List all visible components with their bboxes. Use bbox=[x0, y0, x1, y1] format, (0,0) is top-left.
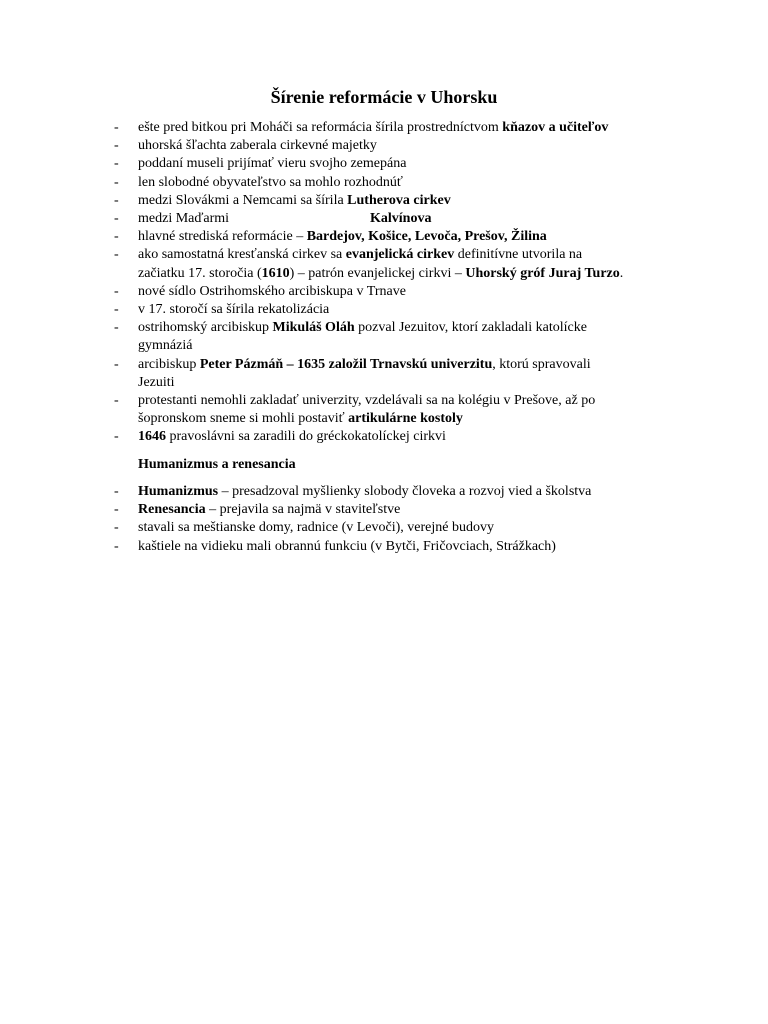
text-segment: ) – patrón evanjelickej cirkvi – bbox=[289, 265, 466, 281]
list-item-text bbox=[138, 483, 678, 501]
bold-segment: Peter Pázmáň – 1635 založil Trnavskú univerzitu bbox=[199, 356, 493, 372]
list-item-text bbox=[138, 137, 678, 155]
list-item-text bbox=[138, 356, 678, 374]
bold-segment: Uhorský gróf Juraj Turzo bbox=[465, 265, 620, 281]
list-item-text bbox=[138, 228, 678, 246]
list-item-text bbox=[138, 392, 678, 410]
text-segment: v 17. storočí sa šírila rekatolizácia bbox=[138, 302, 330, 317]
list-item-text bbox=[138, 174, 678, 192]
bullet-dash: - bbox=[114, 520, 119, 536]
list-item-text bbox=[138, 538, 678, 556]
text-segment: . bbox=[619, 265, 624, 281]
bullet-dash: - bbox=[114, 138, 119, 154]
bold-segment: Renesancia bbox=[138, 502, 206, 518]
section-subheading: Humanizmus a renesancia bbox=[138, 457, 296, 472]
bold-segment: Humanizmus bbox=[138, 484, 219, 499]
bold-segment: Bardejov, Košice, Levoča, Prešov, Žilina bbox=[306, 229, 547, 245]
text-segment: ešte pred bitkou pri Moháči sa reformácia šírila prostredníctvom bbox=[138, 120, 503, 135]
text-segment: Jezuiti bbox=[138, 374, 175, 390]
bullet-dash: - bbox=[114, 302, 119, 317]
text-segment: nové sídlo Ostrihomského arcibiskupa v Trnave bbox=[138, 283, 406, 299]
text-segment: hlavné strediská reformácie – bbox=[138, 229, 307, 245]
text-segment: pravoslávni sa zaradili do gréckokatolíckej cirkvi bbox=[166, 429, 446, 445]
text-segment: kaštiele na vidieku mali obrannú funkciu (v Bytči, Fričovciach, Strážkach) bbox=[138, 538, 556, 554]
text-segment: ostrihomský arcibiskup bbox=[138, 320, 273, 336]
text-segment: protestanti nemohli zakladať univerzity, vzdelávali sa na kolégiu v Prešove, až po bbox=[138, 393, 596, 408]
text-segment: , ktorú spravovali bbox=[492, 356, 591, 372]
list-item-text bbox=[138, 246, 678, 264]
bold-segment: Mikuláš Oláh bbox=[272, 320, 355, 336]
list-item-text bbox=[138, 337, 678, 355]
text-segment: – presadzoval myšlienky slobody človeka a rozvoj vied a školstva bbox=[218, 484, 592, 499]
list-item-text bbox=[138, 374, 678, 392]
bullet-dash: - bbox=[114, 174, 119, 190]
page-title: Šírenie reformácie v Uhorsku bbox=[270, 87, 498, 107]
text-segment: medzi Slovákmi a Nemcami sa šírila bbox=[138, 192, 348, 208]
bullet-dash: - bbox=[114, 247, 119, 263]
bullet-dash: - bbox=[114, 320, 119, 336]
list-item-text bbox=[138, 119, 678, 137]
list-item-text bbox=[138, 210, 678, 228]
bullet-dash: - bbox=[114, 393, 119, 408]
bold-segment: evanjelická cirkev bbox=[345, 247, 455, 263]
bold-segment: Lutherova cirkev bbox=[347, 192, 451, 208]
list-item-text bbox=[138, 192, 678, 210]
text-segment: stavali sa meštianske domy, radnice (v Levoči), verejné budovy bbox=[138, 520, 494, 536]
list-item-text bbox=[138, 519, 678, 537]
list-item-text bbox=[138, 501, 678, 519]
bullet-dash: - bbox=[114, 429, 119, 445]
text-segment: uhorská šľachta zaberala cirkevné majetky bbox=[138, 138, 377, 154]
text-segment: pozval Jezuitov, ktorí zakladali katolícke bbox=[354, 320, 587, 336]
bullet-dash: - bbox=[114, 356, 119, 372]
bold-segment: kňazov a učiteľov bbox=[502, 120, 609, 135]
text-segment: – prejavila sa najmä v staviteľstve bbox=[205, 502, 401, 518]
bullet-dash: - bbox=[114, 211, 119, 226]
text-segment: poddaní museli prijímať vieru svojho zemepána bbox=[138, 156, 407, 172]
list-item-text bbox=[138, 265, 678, 283]
bullet-dash: - bbox=[114, 283, 119, 299]
text-segment: medzi Maďarmi bbox=[138, 211, 230, 226]
bullet-dash: - bbox=[114, 502, 119, 518]
bold-segment: artikulárne kostoly bbox=[348, 411, 463, 427]
text-segment: šopronskom sneme si mohli postaviť bbox=[138, 411, 349, 427]
bullet-dash: - bbox=[114, 192, 119, 208]
text-segment: gymnáziá bbox=[138, 338, 193, 354]
text-segment: len slobodné obyvateľstvo sa mohlo rozhodnúť bbox=[138, 174, 403, 190]
text-segment: začiatku 17. storočia ( bbox=[138, 265, 262, 281]
text-segment: arcibiskup bbox=[138, 356, 200, 372]
bold-segment: 1646 bbox=[138, 429, 166, 445]
bold-segment: Kalvínova bbox=[370, 211, 432, 226]
list-item-text bbox=[138, 283, 678, 301]
list-item-text bbox=[138, 428, 678, 446]
bullet-dash: - bbox=[114, 229, 119, 245]
text-segment: ako samostatná kresťanská cirkev sa bbox=[138, 247, 346, 263]
text-segment: definitívne utvorila na bbox=[454, 247, 583, 263]
bullet-dash: - bbox=[114, 120, 119, 135]
bullet-dash: - bbox=[114, 484, 119, 499]
list-item-text bbox=[138, 410, 678, 428]
list-item-text bbox=[138, 155, 678, 173]
bullet-dash: - bbox=[114, 156, 119, 172]
list-item-text bbox=[138, 301, 678, 319]
list-item-text bbox=[138, 319, 678, 337]
bold-segment: 1610 bbox=[261, 265, 290, 281]
bullet-dash: - bbox=[114, 538, 119, 554]
